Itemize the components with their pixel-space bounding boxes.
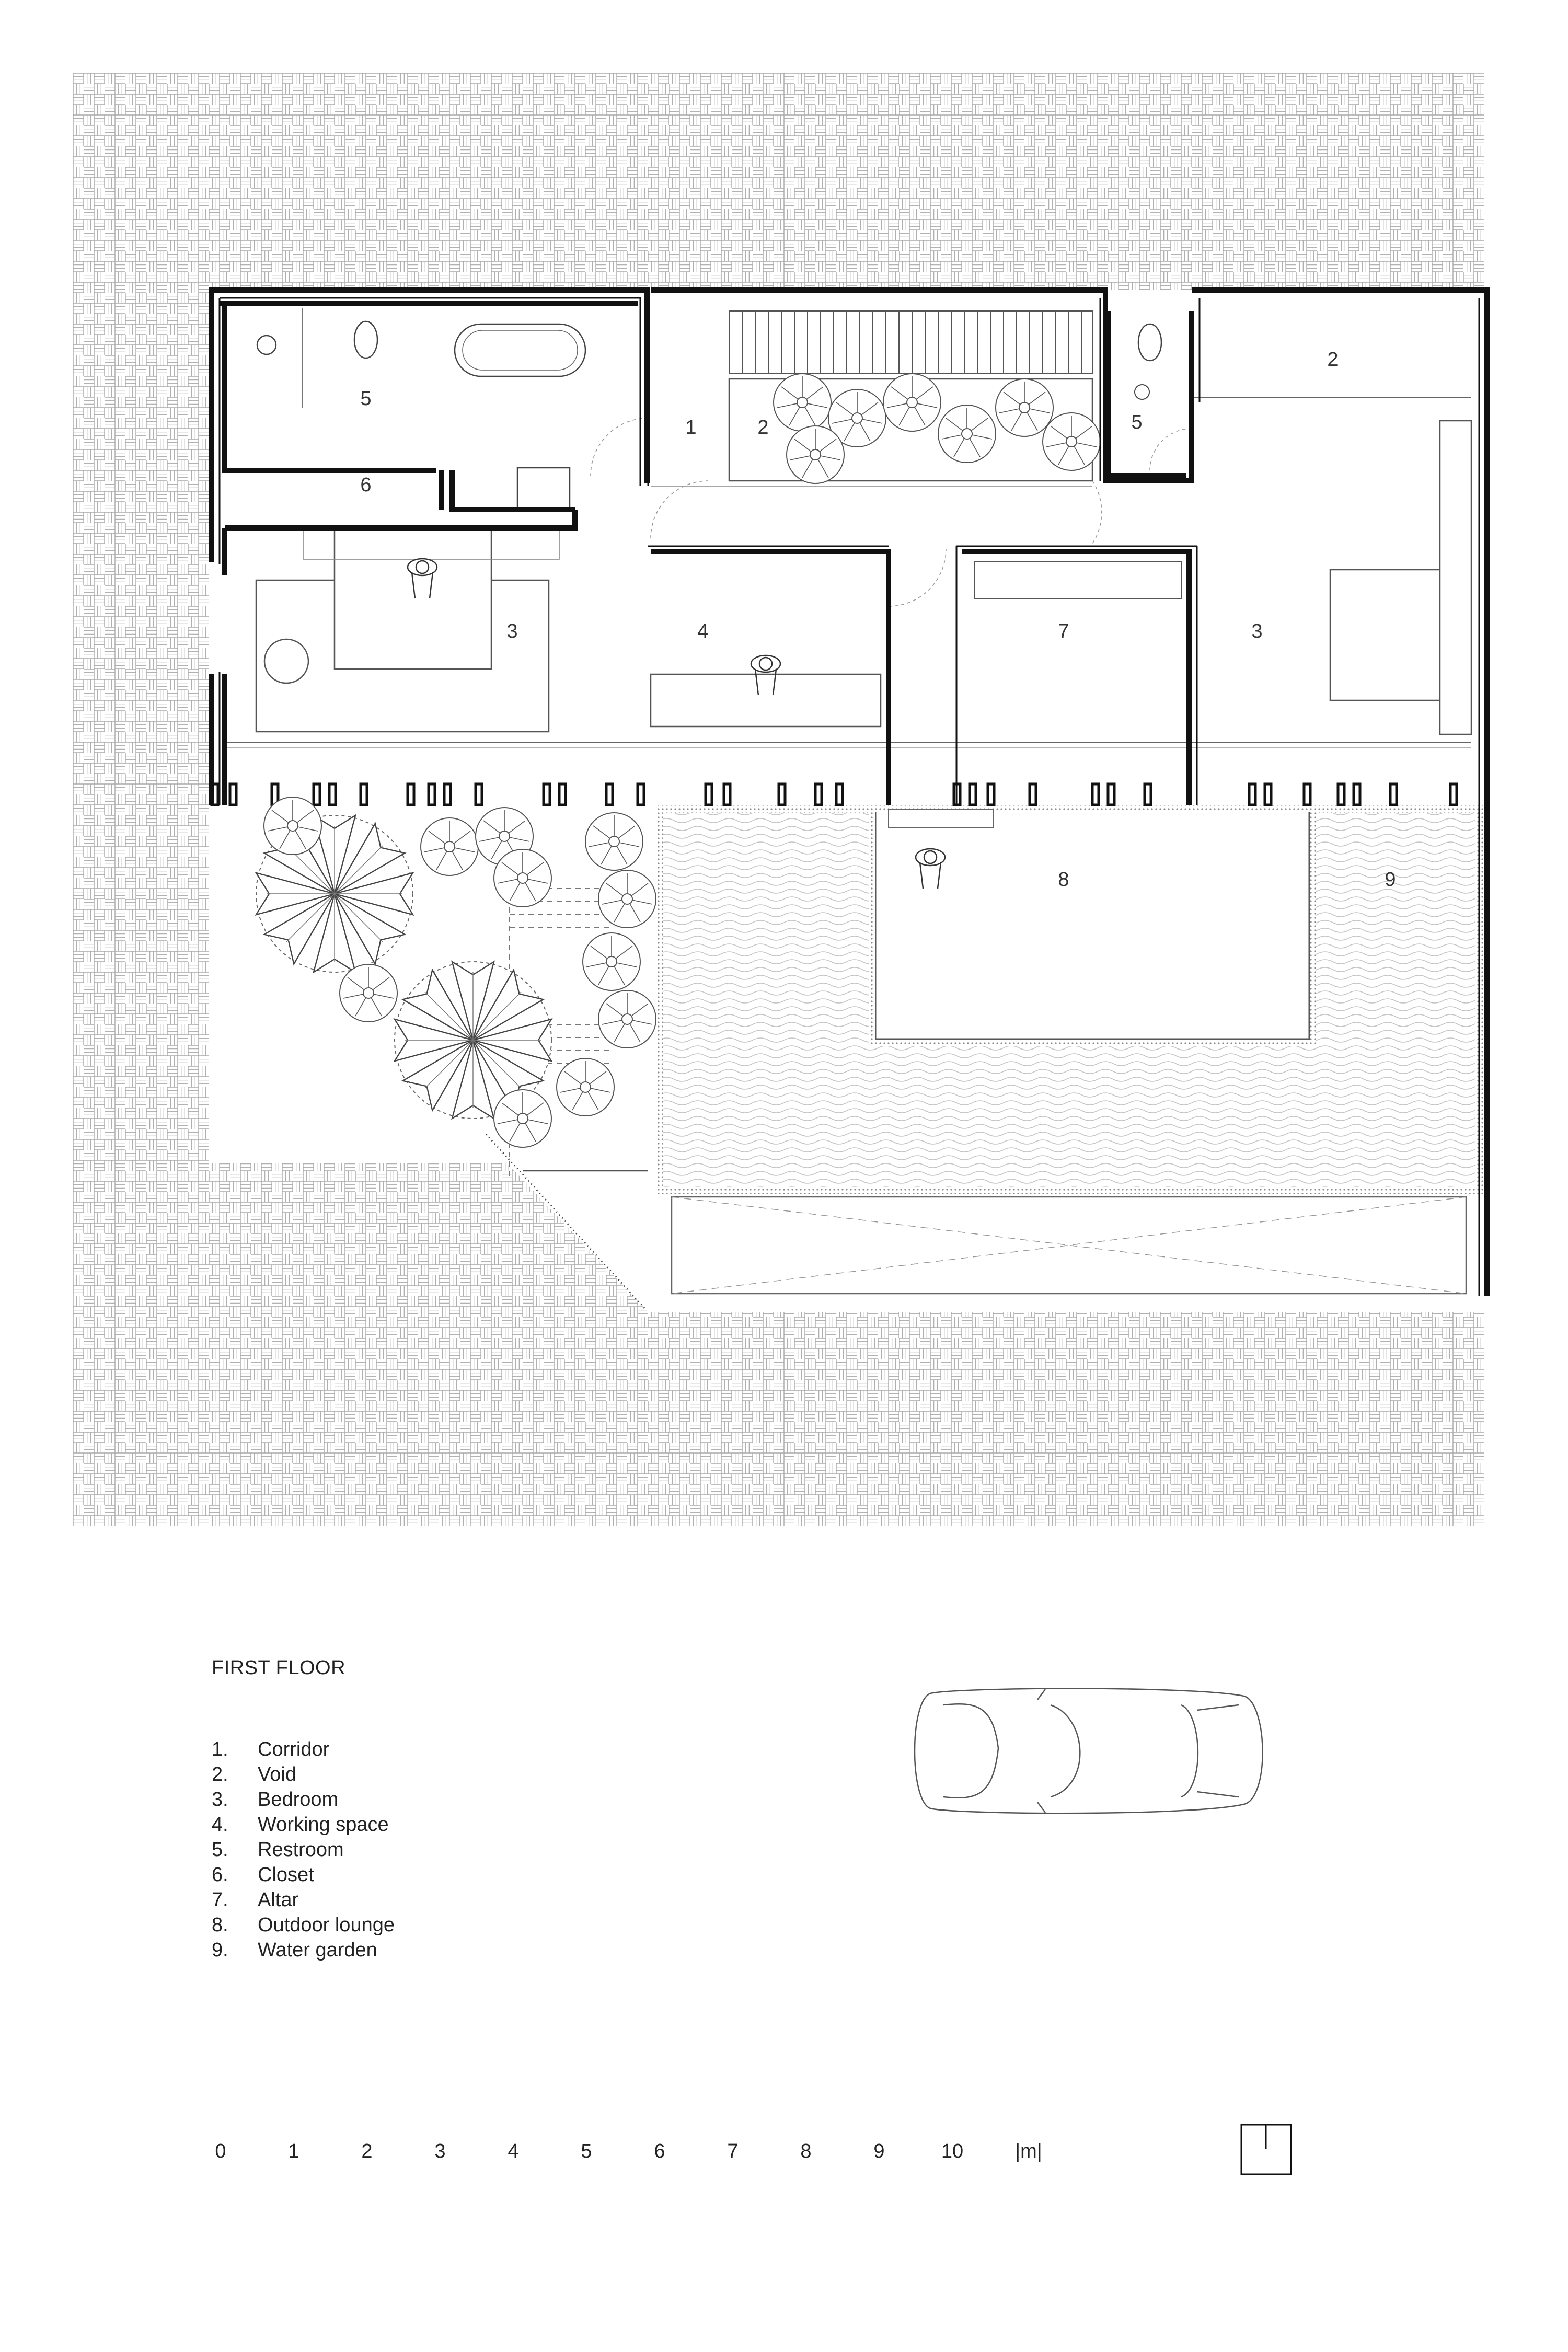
drawing-title: FIRST FLOOR bbox=[212, 1657, 346, 1679]
car-icon bbox=[915, 1688, 1263, 1813]
scale-bar bbox=[209, 2140, 1066, 2172]
room-tag-bedroom-2: 3 bbox=[1251, 620, 1263, 643]
legend bbox=[212, 1657, 395, 1963]
wardrobe bbox=[1440, 421, 1471, 734]
toilet bbox=[354, 321, 377, 358]
north-arrow-icon bbox=[1241, 2125, 1291, 2174]
desk bbox=[651, 674, 881, 727]
room-tag-altar: 7 bbox=[1058, 620, 1069, 643]
room-tag-outdoor-lounge: 8 bbox=[1058, 869, 1069, 891]
room-tag-water-garden: 9 bbox=[1385, 869, 1396, 891]
deck-bench bbox=[889, 809, 993, 828]
scale-tick: 0 bbox=[215, 2140, 226, 2162]
bed-right bbox=[1330, 570, 1456, 700]
scale-tick: 4 bbox=[508, 2140, 519, 2162]
room-tag-closet: 6 bbox=[360, 474, 372, 497]
room-tag-void-2: 2 bbox=[1327, 349, 1339, 371]
legend-item: 3. Bedroom bbox=[212, 1789, 339, 1811]
legend-item: 6. Closet bbox=[212, 1864, 314, 1886]
room-tag-corridor: 1 bbox=[685, 417, 697, 439]
legend-item: 2. Void bbox=[212, 1763, 296, 1785]
scale-tick: 6 bbox=[654, 2140, 665, 2162]
scale-tick: 5 bbox=[581, 2140, 592, 2162]
room-tag-working-space: 4 bbox=[697, 620, 709, 643]
legend-item: 4. Working space bbox=[212, 1814, 389, 1836]
scale-tick: 2 bbox=[361, 2140, 373, 2162]
scale-tick: 10 bbox=[941, 2140, 964, 2162]
room-tag-restroom-1: 5 bbox=[360, 388, 372, 410]
shower bbox=[257, 336, 276, 354]
scale-tick: 3 bbox=[434, 2140, 446, 2162]
scale-tick: 7 bbox=[727, 2140, 739, 2162]
legend-item: 9. Water garden bbox=[212, 1939, 377, 1961]
legend-item: 5. Restroom bbox=[212, 1839, 344, 1861]
altar-table bbox=[975, 562, 1181, 598]
scale-tick: 8 bbox=[800, 2140, 812, 2162]
room-tag-void-1: 2 bbox=[757, 417, 769, 439]
scale-unit: |m| bbox=[1015, 2140, 1042, 2162]
rug-left bbox=[335, 528, 491, 669]
legend-item: 7. Altar bbox=[212, 1889, 299, 1911]
scale-tick: 9 bbox=[873, 2140, 885, 2162]
room-tag-restroom-2: 5 bbox=[1131, 411, 1143, 434]
staircase bbox=[729, 311, 1092, 374]
room-tag-bedroom-1: 3 bbox=[506, 620, 518, 643]
scale-tick: 1 bbox=[288, 2140, 299, 2162]
legend-item: 8. Outdoor lounge bbox=[212, 1914, 395, 1936]
side-table bbox=[264, 639, 308, 683]
outdoor-lounge-deck bbox=[875, 809, 1309, 1039]
legend-item: 1. Corridor bbox=[212, 1738, 330, 1760]
vanity bbox=[517, 468, 570, 510]
